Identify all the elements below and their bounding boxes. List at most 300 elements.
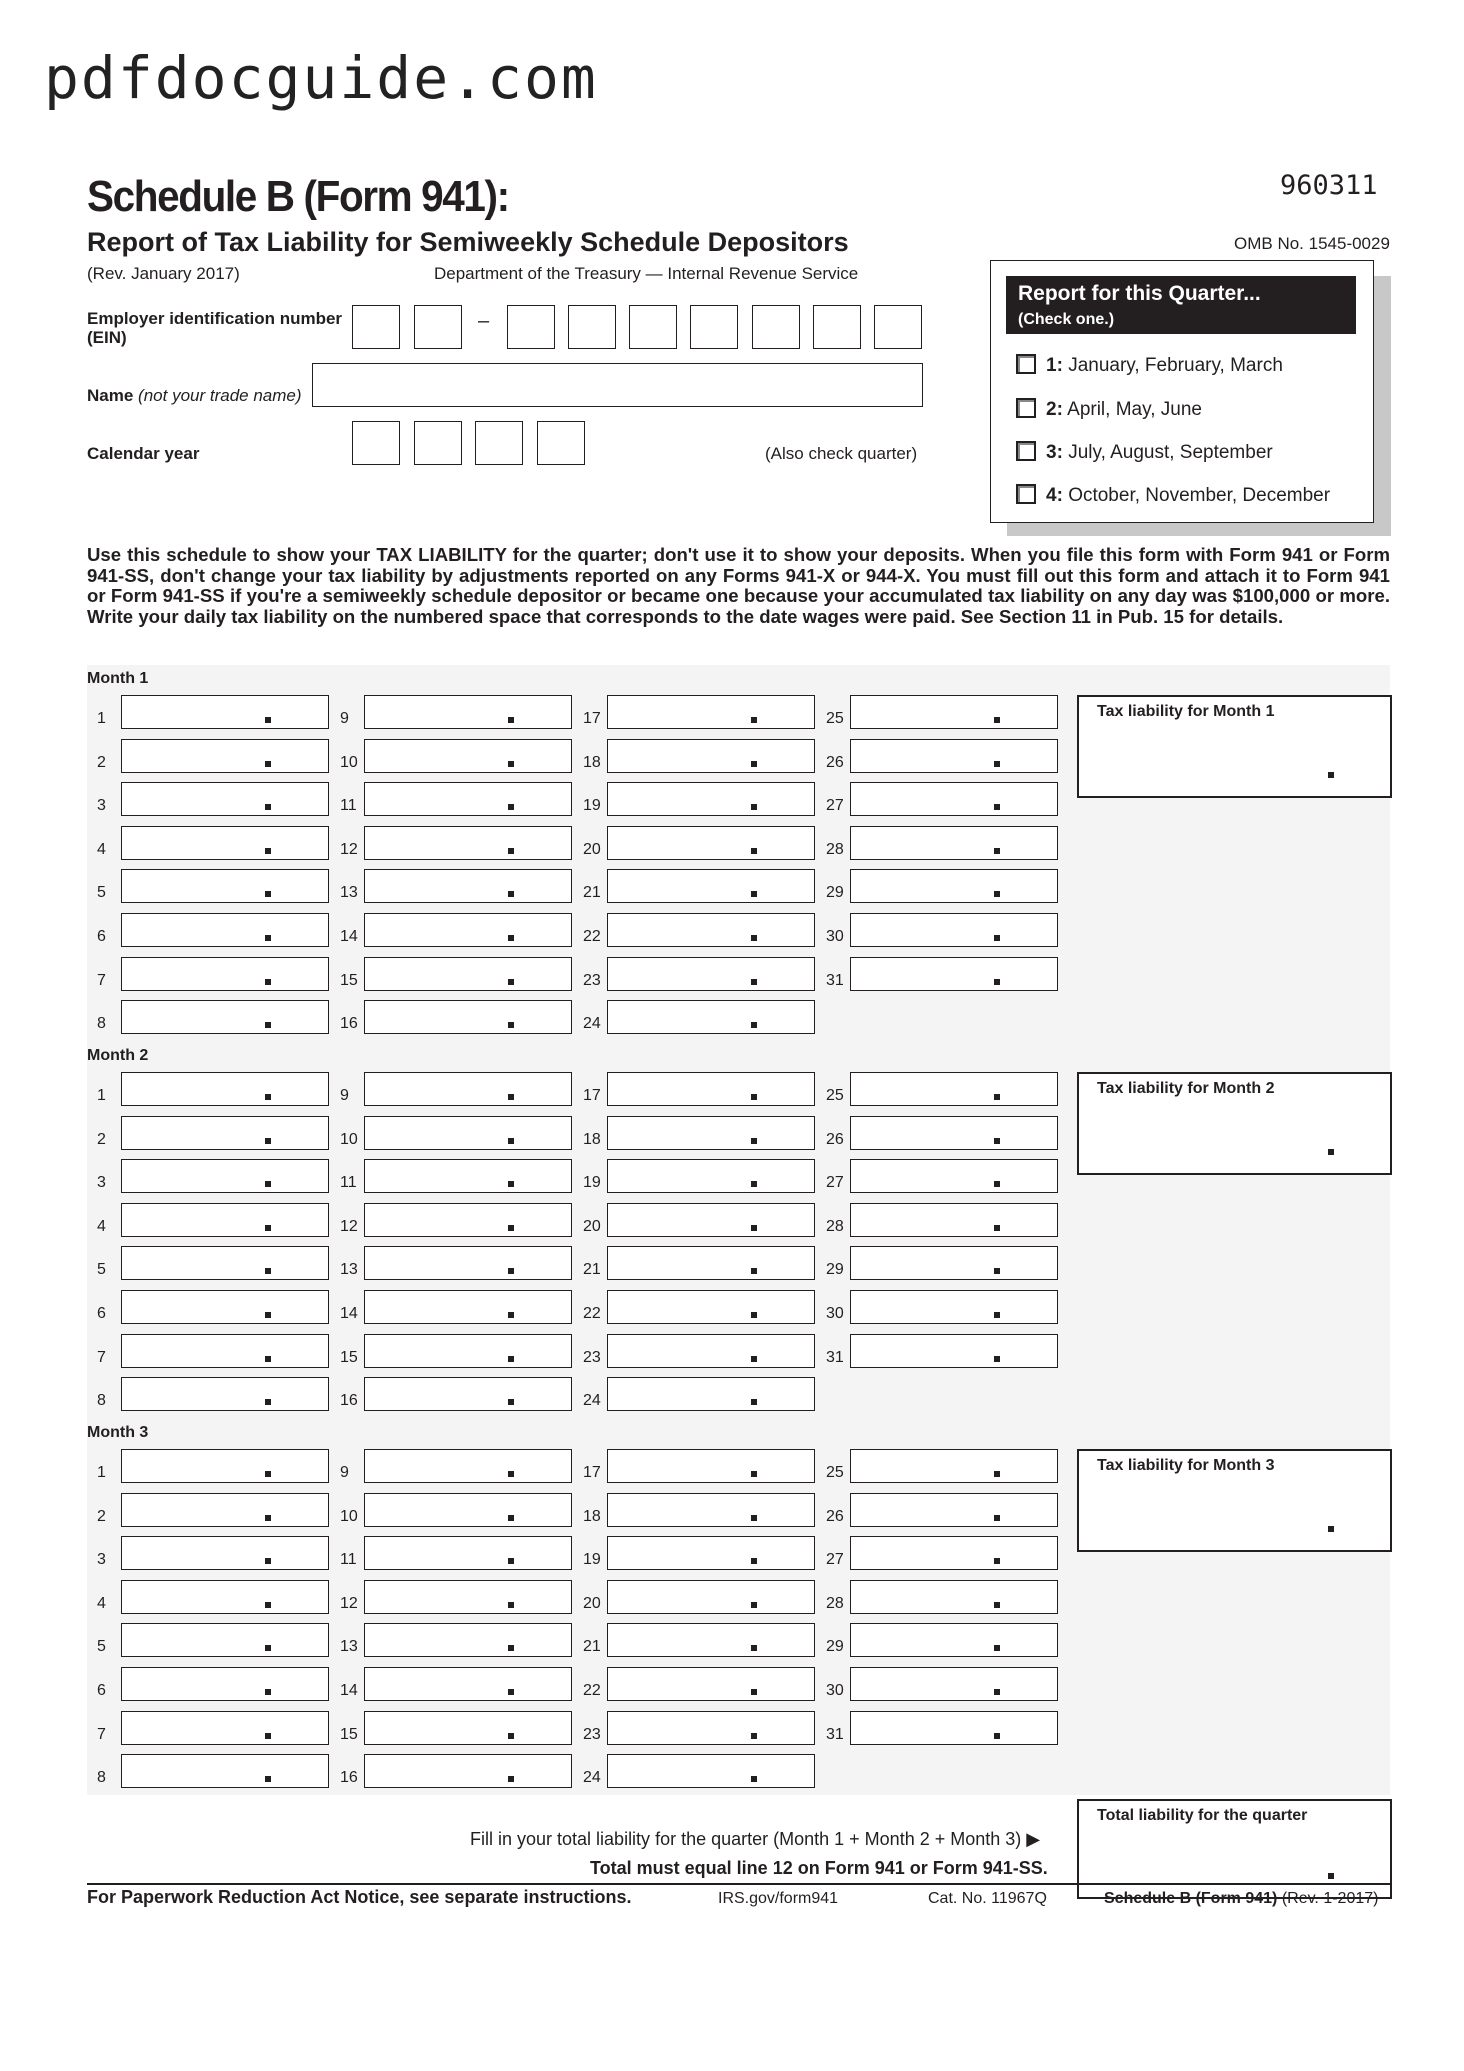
calendar-year-digit-box[interactable]: [475, 421, 523, 465]
decimal-point: [265, 979, 271, 985]
decimal-point: [751, 1399, 757, 1405]
decimal-point: [994, 1689, 1000, 1695]
decimal-point: [994, 1356, 1000, 1362]
ein-digit-box[interactable]: [414, 305, 462, 349]
day-number: 28: [826, 1594, 844, 1612]
day-number: 31: [826, 971, 844, 989]
daily-liability-input[interactable]: [607, 1623, 815, 1657]
daily-liability-input[interactable]: [607, 782, 815, 816]
daily-liability-input[interactable]: [850, 1667, 1058, 1701]
day-number: 19: [583, 797, 601, 815]
decimal-point: [994, 1558, 1000, 1564]
footer-form-name: [1104, 1890, 1378, 1908]
paperwork-notice: For Paperwork Reduction Act Notice, see separate instructions.: [87, 1887, 632, 1907]
daily-liability-input[interactable]: [607, 826, 815, 860]
decimal-point: [508, 1602, 514, 1608]
daily-liability-input[interactable]: [121, 913, 329, 947]
decimal-point: [508, 1471, 514, 1477]
daily-liability-input[interactable]: [121, 1246, 329, 1280]
decimal-point: [751, 1138, 757, 1144]
ein-label-abbr: (EIN): [87, 328, 127, 347]
decimal-point: [751, 1645, 757, 1651]
daily-liability-input[interactable]: [850, 1536, 1058, 1570]
decimal-point: [751, 1225, 757, 1231]
daily-liability-input[interactable]: [607, 695, 815, 729]
decimal-point: [508, 1312, 514, 1318]
total-liability-label: Total liability for the quarter: [1097, 1807, 1308, 1824]
daily-liability-input[interactable]: [364, 695, 572, 729]
day-number: 20: [583, 1594, 601, 1612]
decimal-point: [508, 1399, 514, 1405]
decimal-point: [508, 1094, 514, 1100]
daily-liability-input[interactable]: [121, 1536, 329, 1570]
daily-liability-input[interactable]: [364, 782, 572, 816]
decimal-point: [751, 979, 757, 985]
daily-liability-input[interactable]: [121, 1580, 329, 1614]
daily-liability-input[interactable]: [850, 1290, 1058, 1324]
decimal-point: [751, 717, 757, 723]
day-number: 29: [826, 1261, 844, 1279]
daily-liability-input[interactable]: [121, 1116, 329, 1150]
day-number: 9: [340, 1087, 349, 1104]
decimal-point: [751, 1733, 757, 1739]
daily-liability-input[interactable]: [121, 1159, 329, 1193]
decimal-point: [751, 891, 757, 897]
daily-liability-input[interactable]: [121, 957, 329, 991]
quarter-option-label: April, May, June: [1067, 399, 1202, 420]
daily-liability-input[interactable]: [364, 826, 572, 860]
daily-liability-input[interactable]: [121, 1754, 329, 1788]
daily-liability-input[interactable]: [364, 1711, 572, 1745]
ein-dash: –: [478, 310, 490, 332]
decimal-point: [265, 848, 271, 854]
daily-liability-input[interactable]: [364, 1580, 572, 1614]
day-number: 18: [583, 753, 601, 771]
checkbox[interactable]: [1016, 441, 1036, 461]
day-number: 7: [97, 1725, 106, 1743]
daily-liability-input[interactable]: [607, 913, 815, 947]
instructions: Use this schedule to show your TAX LIABILITY for the quarter; don't use it to show your deposits. When you file this form with Form 941 or Form 941-SS, don't change your tax liability by adjustments reported on any Forms 941-X or 944-X. You must fill out this form and attach it to Form 941 or Form 941-SS if you're a semiweekly schedule depositor or became one because your accumulated tax liability on any day was $100,000 or more. Write your daily tax liability on the numbered space that corresponds to the date wages were paid. See Section 11 in Pub. 15 for details.: [87, 544, 1390, 627]
decimal-point: [751, 1776, 757, 1782]
day-number: 26: [826, 1507, 844, 1525]
daily-liability-input[interactable]: [850, 695, 1058, 729]
daily-liability-input[interactable]: [121, 1000, 329, 1034]
daily-liability-input[interactable]: [364, 1000, 572, 1034]
decimal-point: [508, 761, 514, 767]
form-title: Schedule B (Form 941):: [87, 172, 509, 221]
day-number: 27: [826, 797, 844, 815]
decimal-point: [751, 1602, 757, 1608]
quarter-option-2[interactable]: [1016, 398, 1202, 421]
decimal-point: [265, 891, 271, 897]
decimal-point: [751, 1268, 757, 1274]
daily-liability-input[interactable]: [850, 739, 1058, 773]
calendar-year-digit-box[interactable]: [414, 421, 462, 465]
daily-liability-input[interactable]: [607, 1290, 815, 1324]
daily-liability-input[interactable]: [364, 1667, 572, 1701]
decimal-point: [508, 891, 514, 897]
decimal-point: [508, 1225, 514, 1231]
decimal-point: [994, 891, 1000, 897]
day-number: 13: [340, 1638, 358, 1656]
quarter-option-label: October, November, December: [1068, 485, 1331, 506]
daily-liability-input[interactable]: [121, 695, 329, 729]
ein-digit-box[interactable]: [629, 305, 677, 349]
decimal-point: [994, 761, 1000, 767]
day-number: 25: [826, 1464, 844, 1481]
day-number: 28: [826, 840, 844, 858]
footer-form-rev: (Rev. 1-2017): [1281, 1890, 1379, 1907]
decimal-point: [265, 1094, 271, 1100]
checkbox[interactable]: [1016, 398, 1036, 418]
daily-liability-input[interactable]: [121, 1623, 329, 1657]
quarter-subtitle: (Check one.): [1018, 311, 1115, 328]
day-number: 29: [826, 1638, 844, 1656]
daily-liability-input[interactable]: [607, 1449, 815, 1483]
name-label: [87, 386, 302, 406]
day-number: 17: [583, 710, 601, 727]
decimal-point: [994, 848, 1000, 854]
day-number: 25: [826, 1087, 844, 1104]
daily-liability-input[interactable]: [121, 869, 329, 903]
day-number: 8: [97, 1015, 106, 1033]
footer-form-title: Schedule B (Form 941): [1104, 1890, 1278, 1907]
quarter-option-number: 2:: [1046, 399, 1063, 420]
decimal-point: [994, 1602, 1000, 1608]
decimal-point: [265, 1225, 271, 1231]
also-check-quarter-note: (Also check quarter): [765, 444, 918, 463]
month-label: Month 2: [87, 1047, 149, 1064]
daily-liability-input[interactable]: [850, 913, 1058, 947]
daily-liability-input[interactable]: [607, 739, 815, 773]
quarter-option-number: 1:: [1046, 355, 1063, 376]
daily-liability-input[interactable]: [850, 1623, 1058, 1657]
daily-liability-input[interactable]: [850, 782, 1058, 816]
day-number: 1: [97, 1087, 106, 1104]
daily-liability-input[interactable]: [121, 826, 329, 860]
decimal-point: [751, 1689, 757, 1695]
daily-liability-input[interactable]: [364, 1334, 572, 1368]
daily-liability-input[interactable]: [364, 1536, 572, 1570]
day-number: 2: [97, 1507, 106, 1525]
day-number: 22: [583, 928, 601, 945]
quarter-option-4[interactable]: [1016, 484, 1330, 507]
month-total-liability-box[interactable]: [1077, 695, 1392, 798]
day-number: 30: [826, 1305, 844, 1322]
day-number: 31: [826, 1725, 844, 1743]
daily-liability-input[interactable]: [607, 1116, 815, 1150]
decimal-point: [1328, 772, 1334, 778]
name-label-text: Name: [87, 386, 134, 405]
decimal-point: [1328, 1873, 1334, 1879]
decimal-point: [508, 717, 514, 723]
day-number: 12: [340, 1594, 358, 1612]
day-number: 30: [826, 1682, 844, 1699]
daily-liability-input[interactable]: [850, 826, 1058, 860]
daily-liability-input[interactable]: [121, 1334, 329, 1368]
decimal-point: [265, 761, 271, 767]
daily-liability-input[interactable]: [607, 1334, 815, 1368]
daily-liability-input[interactable]: [850, 869, 1058, 903]
decimal-point: [265, 1268, 271, 1274]
form-subtitle: Report of Tax Liability for Semiweekly Schedule Depositors: [87, 227, 849, 257]
ein-digit-box[interactable]: [874, 305, 922, 349]
decimal-point: [994, 1094, 1000, 1100]
decimal-point: [265, 1138, 271, 1144]
decimal-point: [751, 1558, 757, 1564]
quarter-option-number: 3:: [1046, 442, 1063, 463]
day-number: 12: [340, 840, 358, 858]
daily-liability-input[interactable]: [607, 1536, 815, 1570]
daily-liability-input[interactable]: [607, 1246, 815, 1280]
daily-liability-input[interactable]: [850, 1580, 1058, 1614]
day-number: 20: [583, 840, 601, 858]
decimal-point: [508, 1022, 514, 1028]
day-number: 2: [97, 753, 106, 771]
daily-liability-input[interactable]: [121, 1667, 329, 1701]
decimal-point: [994, 1515, 1000, 1521]
day-number: 23: [583, 1348, 601, 1366]
month-total-liability-box[interactable]: [1077, 1072, 1392, 1175]
name-input[interactable]: [312, 363, 923, 407]
daily-liability-input[interactable]: [364, 1754, 572, 1788]
day-number: 31: [826, 1348, 844, 1366]
decimal-point: [265, 1399, 271, 1405]
checkbox[interactable]: [1016, 354, 1036, 374]
decimal-point: [751, 1471, 757, 1477]
day-number: 9: [340, 1464, 349, 1481]
quarter-option-number: 4:: [1046, 485, 1063, 506]
decimal-point: [994, 1733, 1000, 1739]
daily-liability-input[interactable]: [607, 1203, 815, 1237]
daily-liability-input[interactable]: [607, 957, 815, 991]
day-number: 6: [97, 1305, 106, 1322]
catalog-number: Cat. No. 11967Q: [928, 1890, 1047, 1907]
checkbox[interactable]: [1016, 484, 1036, 504]
decimal-point: [994, 1225, 1000, 1231]
daily-liability-input[interactable]: [850, 1493, 1058, 1527]
day-number: 6: [97, 1682, 106, 1699]
daily-liability-input[interactable]: [364, 957, 572, 991]
day-number: 15: [340, 971, 358, 989]
form-code: 960311: [1280, 170, 1378, 201]
daily-liability-input[interactable]: [121, 1493, 329, 1527]
daily-liability-input[interactable]: [364, 739, 572, 773]
daily-liability-input[interactable]: [364, 1623, 572, 1657]
day-number: 26: [826, 753, 844, 771]
decimal-point: [265, 1312, 271, 1318]
decimal-point: [265, 804, 271, 810]
daily-liability-input[interactable]: [850, 1159, 1058, 1193]
day-number: 5: [97, 1638, 106, 1656]
ein-digit-box[interactable]: [568, 305, 616, 349]
watermark: pdfdocguide.com: [44, 44, 598, 112]
daily-liability-input[interactable]: [364, 1159, 572, 1193]
day-number: 30: [826, 928, 844, 945]
day-number: 17: [583, 1087, 601, 1104]
decimal-point: [265, 1689, 271, 1695]
day-number: 13: [340, 1261, 358, 1279]
decimal-point: [751, 1022, 757, 1028]
daily-liability-input[interactable]: [607, 1667, 815, 1701]
day-number: 10: [340, 1130, 358, 1148]
ein-digit-box[interactable]: [813, 305, 861, 349]
quarter-box: [990, 260, 1374, 523]
decimal-point: [751, 935, 757, 941]
decimal-point: [751, 848, 757, 854]
decimal-point: [508, 1268, 514, 1274]
day-number: 1: [97, 710, 106, 727]
ein-digit-box[interactable]: [507, 305, 555, 349]
omb-number: OMB No. 1545-0029: [1234, 234, 1390, 253]
day-number: 11: [340, 1174, 357, 1192]
daily-liability-input[interactable]: [364, 1449, 572, 1483]
daily-liability-input[interactable]: [121, 739, 329, 773]
decimal-point: [994, 979, 1000, 985]
day-number: 17: [583, 1464, 601, 1481]
form-revision: (Rev. January 2017): [87, 264, 240, 283]
decimal-point: [508, 1138, 514, 1144]
daily-liability-input[interactable]: [607, 1072, 815, 1106]
daily-liability-input[interactable]: [850, 957, 1058, 991]
daily-liability-input[interactable]: [364, 1116, 572, 1150]
daily-liability-input[interactable]: [364, 1072, 572, 1106]
day-number: 11: [340, 1551, 357, 1569]
day-number: 15: [340, 1348, 358, 1366]
day-number: 19: [583, 1174, 601, 1192]
daily-liability-input[interactable]: [364, 1493, 572, 1527]
day-number: 12: [340, 1217, 358, 1235]
name-label-note: (not your trade name): [138, 386, 302, 405]
calendar-year-digit-box[interactable]: [352, 421, 400, 465]
quarter-header: [1006, 276, 1356, 334]
day-number: 29: [826, 884, 844, 902]
ein-digit-box[interactable]: [690, 305, 738, 349]
month-total-label: Tax liability for Month 1: [1097, 703, 1275, 720]
day-number: 25: [826, 710, 844, 727]
day-number: 21: [583, 884, 601, 902]
month-total-label: Tax liability for Month 3: [1097, 1457, 1275, 1474]
day-number: 5: [97, 1261, 106, 1279]
month-total-liability-box[interactable]: [1077, 1449, 1392, 1552]
quarter-option-label: January, February, March: [1068, 355, 1283, 376]
quarter-option-3[interactable]: [1016, 441, 1273, 464]
day-number: 18: [583, 1130, 601, 1148]
decimal-point: [994, 1181, 1000, 1187]
day-number: 24: [583, 1392, 601, 1410]
department: Department of the Treasury — Internal Revenue Service: [434, 264, 859, 283]
decimal-point: [751, 1312, 757, 1318]
decimal-point: [751, 1356, 757, 1362]
daily-liability-input[interactable]: [607, 1159, 815, 1193]
quarter-option-1[interactable]: [1016, 354, 1283, 377]
decimal-point: [265, 935, 271, 941]
daily-liability-input[interactable]: [364, 1290, 572, 1324]
daily-liability-input[interactable]: [121, 782, 329, 816]
decimal-point: [994, 1138, 1000, 1144]
decimal-point: [508, 1558, 514, 1564]
month-label: Month 1: [87, 670, 149, 687]
daily-liability-input[interactable]: [121, 1203, 329, 1237]
daily-liability-input[interactable]: [121, 1377, 329, 1411]
footer-divider: [87, 1883, 1390, 1885]
daily-liability-input[interactable]: [607, 1377, 815, 1411]
decimal-point: [265, 1181, 271, 1187]
month-total-label: Tax liability for Month 2: [1097, 1080, 1275, 1097]
day-number: 18: [583, 1507, 601, 1525]
decimal-point: [994, 1645, 1000, 1651]
day-number: 4: [97, 1217, 106, 1235]
decimal-point: [508, 1515, 514, 1521]
day-number: 11: [340, 797, 357, 815]
daily-liability-input[interactable]: [364, 1246, 572, 1280]
daily-liability-input[interactable]: [607, 1754, 815, 1788]
day-number: 7: [97, 971, 106, 989]
daily-liability-input[interactable]: [364, 913, 572, 947]
daily-liability-input[interactable]: [850, 1116, 1058, 1150]
ein-digit-box[interactable]: [352, 305, 400, 349]
fill-total-instruction: Fill in your total liability for the quarter (Month 1 + Month 2 + Month 3) ▶: [470, 1829, 1041, 1849]
day-number: 16: [340, 1392, 358, 1410]
daily-liability-input[interactable]: [121, 1711, 329, 1745]
decimal-point: [994, 1268, 1000, 1274]
day-number: 16: [340, 1769, 358, 1787]
ein-digit-box[interactable]: [752, 305, 800, 349]
day-number: 14: [340, 1305, 358, 1322]
day-number: 14: [340, 928, 358, 945]
decimal-point: [751, 1515, 757, 1521]
decimal-point: [1328, 1526, 1334, 1532]
decimal-point: [751, 1094, 757, 1100]
daily-liability-input[interactable]: [121, 1290, 329, 1324]
decimal-point: [508, 979, 514, 985]
daily-liability-input[interactable]: [607, 869, 815, 903]
decimal-point: [508, 1356, 514, 1362]
day-number: 19: [583, 1551, 601, 1569]
daily-liability-input[interactable]: [850, 1711, 1058, 1745]
daily-liability-input[interactable]: [607, 1580, 815, 1614]
decimal-point: [508, 848, 514, 854]
daily-liability-input[interactable]: [607, 1000, 815, 1034]
day-number: 13: [340, 884, 358, 902]
daily-liability-input[interactable]: [364, 869, 572, 903]
daily-liability-input[interactable]: [850, 1246, 1058, 1280]
day-number: 2: [97, 1130, 106, 1148]
ein-label: Employer identification number: [87, 309, 343, 328]
daily-liability-input[interactable]: [850, 1334, 1058, 1368]
daily-liability-input[interactable]: [364, 1203, 572, 1237]
daily-liability-input[interactable]: [121, 1449, 329, 1483]
daily-liability-input[interactable]: [607, 1711, 815, 1745]
quarter-title: Report for this Quarter...: [1018, 282, 1261, 305]
daily-liability-input[interactable]: [364, 1377, 572, 1411]
decimal-point: [994, 1471, 1000, 1477]
daily-liability-input[interactable]: [607, 1493, 815, 1527]
calendar-year-digit-box[interactable]: [537, 421, 585, 465]
decimal-point: [508, 1733, 514, 1739]
day-number: 20: [583, 1217, 601, 1235]
daily-liability-input[interactable]: [850, 1072, 1058, 1106]
day-number: 16: [340, 1015, 358, 1033]
day-number: 6: [97, 928, 106, 945]
day-number: 9: [340, 710, 349, 727]
daily-liability-input[interactable]: [850, 1203, 1058, 1237]
day-number: 3: [97, 797, 106, 815]
daily-liability-input[interactable]: [850, 1449, 1058, 1483]
day-number: 21: [583, 1638, 601, 1656]
day-number: 5: [97, 884, 106, 902]
daily-liability-input[interactable]: [121, 1072, 329, 1106]
